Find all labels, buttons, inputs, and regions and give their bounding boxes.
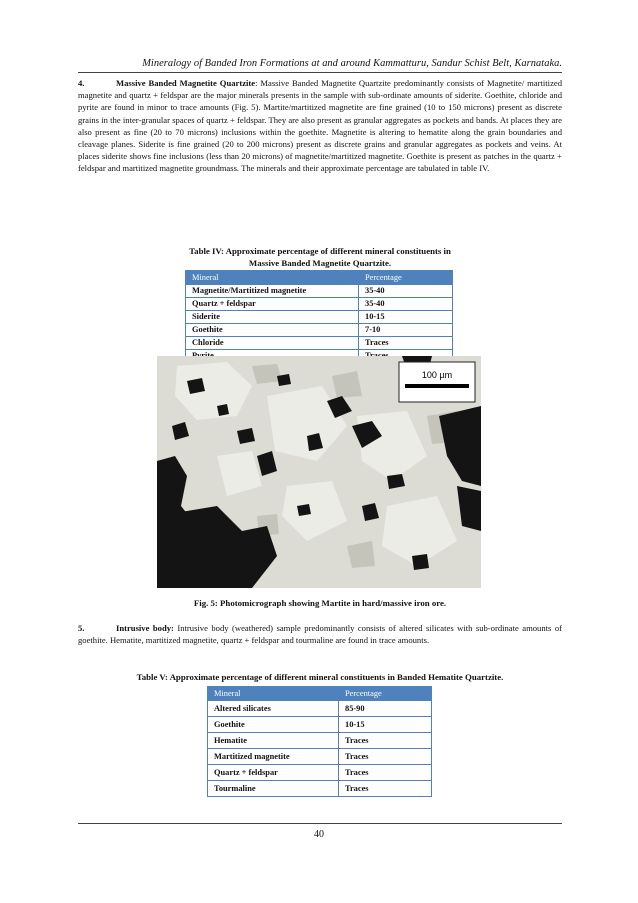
table-cell-mineral: Altered silicates [208, 701, 339, 717]
table-4 [185, 270, 453, 363]
scale-bar-label: 100 µm [421, 370, 453, 380]
section-5-number: 5. [78, 623, 85, 633]
table-row [186, 298, 453, 311]
table-5-header-mineral: Mineral [208, 687, 339, 701]
table-cell-percentage: 10-15 [339, 717, 432, 733]
section-4-number: 4. [78, 78, 85, 88]
table-cell-mineral: Hematite [208, 733, 339, 749]
table-5 [207, 686, 432, 797]
table-cell-mineral: Goethite [186, 324, 359, 337]
table-4-header-mineral: Mineral [186, 271, 359, 285]
table-row [186, 285, 453, 298]
section-5-title: Intrusive body: [116, 623, 174, 633]
figure-5-caption: Fig. 5: Photomicrograph showing Martite in hard/massive iron ore. [193, 598, 447, 608]
table-cell-percentage: Traces [339, 733, 432, 749]
section-5-paragraph [78, 622, 562, 646]
table-cell-percentage: Traces [339, 765, 432, 781]
table-4-header-row [186, 271, 453, 285]
header-rule [78, 72, 562, 73]
section-4-title: Massive Banded Magnetite Quartzite [116, 78, 256, 88]
table-row [208, 701, 432, 717]
table-cell-mineral: Goethite [208, 717, 339, 733]
table-row [208, 733, 432, 749]
section-5-body: Intrusive body (weathered) sample predominantly consists of altered silicates with sub-ordinate amounts of goethite. Hematite, martitized magnetite, quartz + feldspar and tourmaline are found in trace amounts. [78, 623, 563, 646]
table-5-caption: Table V: Approximate percentage of different mineral constituents in Banded Hematite Quartzite. [136, 672, 504, 682]
table-cell-mineral: Quartz + feldspar [186, 298, 359, 311]
footer-rule [78, 823, 562, 824]
table-row [186, 311, 453, 324]
table-4-header-percentage: Percentage [359, 271, 453, 285]
table-cell-mineral: Martitized magnetite [208, 749, 339, 765]
table-row [208, 717, 432, 733]
table-4-caption-line-2: Massive Banded Magnetite Quartzite. [248, 257, 392, 268]
table-cell-percentage: 10-15 [359, 311, 453, 324]
table-cell-percentage: Traces [339, 781, 432, 797]
photomicrograph-figure-5 [157, 356, 481, 588]
running-header: Mineralogy of Banded Iron Formations at and around Kammatturu, Sandur Schist Belt, Karnataka. [142, 58, 562, 69]
table-cell-mineral: Magnetite/Martitized magnetite [186, 285, 359, 298]
table-cell-mineral: Chloride [186, 337, 359, 350]
table-cell-percentage: 85-90 [339, 701, 432, 717]
table-5-header-row [208, 687, 432, 701]
table-row [208, 781, 432, 797]
table-cell-percentage: Traces [359, 337, 453, 350]
table-cell-percentage: Traces [339, 749, 432, 765]
table-cell-percentage: 7-10 [359, 324, 453, 337]
table-row [208, 765, 432, 781]
table-4-caption-line-1: Table IV: Approximate percentage of different mineral constituents in [189, 246, 451, 256]
table-row [186, 324, 453, 337]
section-4-paragraph [78, 77, 562, 175]
table-row [186, 337, 453, 350]
table-cell-percentage: 35-40 [359, 285, 453, 298]
table-cell-mineral: Tourmaline [208, 781, 339, 797]
table-cell-mineral: Siderite [186, 311, 359, 324]
table-4-caption [78, 246, 562, 269]
photomicrograph-image [157, 356, 481, 588]
table-5-header-percentage: Percentage [339, 687, 432, 701]
section-4-body: : Massive Banded Magnetite Quartzite predominantly consists of Magnetite/ martitized magnetite and quartz + feldspar are the major minerals presents in the sample with sub-ordinate amounts of siderite. Goethite, chloride and pyrite are found in minor to trace amounts (Fig. 5). Martite/martitized magnetite are fine grained (10 to 150 microns) present as discrete grains in the inter-granular spaces of quartz + feldspar. They are also present as granular aggregates as pockets and bands. At places they are also present as fine (20 to 70 microns) inclusions within the goethite. Magnetite is altering to hematite along the grain boundaries and cleavage planes. Siderite is fine grained (20 to 200 microns) present as discrete grains and granular aggregates as pockets and veins. At places siderite shows fine inclusions (less than 20 microns) of magnetite/martitized magnetite. Goethite is present as patches in the quartz + feldspar and martitized magnetite groundmass. The minerals and their approximate percentage are tabulated in table IV. [78, 78, 562, 174]
page-number: 40 [314, 829, 324, 840]
table-cell-percentage: 35-40 [359, 298, 453, 311]
table-cell-mineral: Quartz + feldspar [208, 765, 339, 781]
table-row [208, 749, 432, 765]
